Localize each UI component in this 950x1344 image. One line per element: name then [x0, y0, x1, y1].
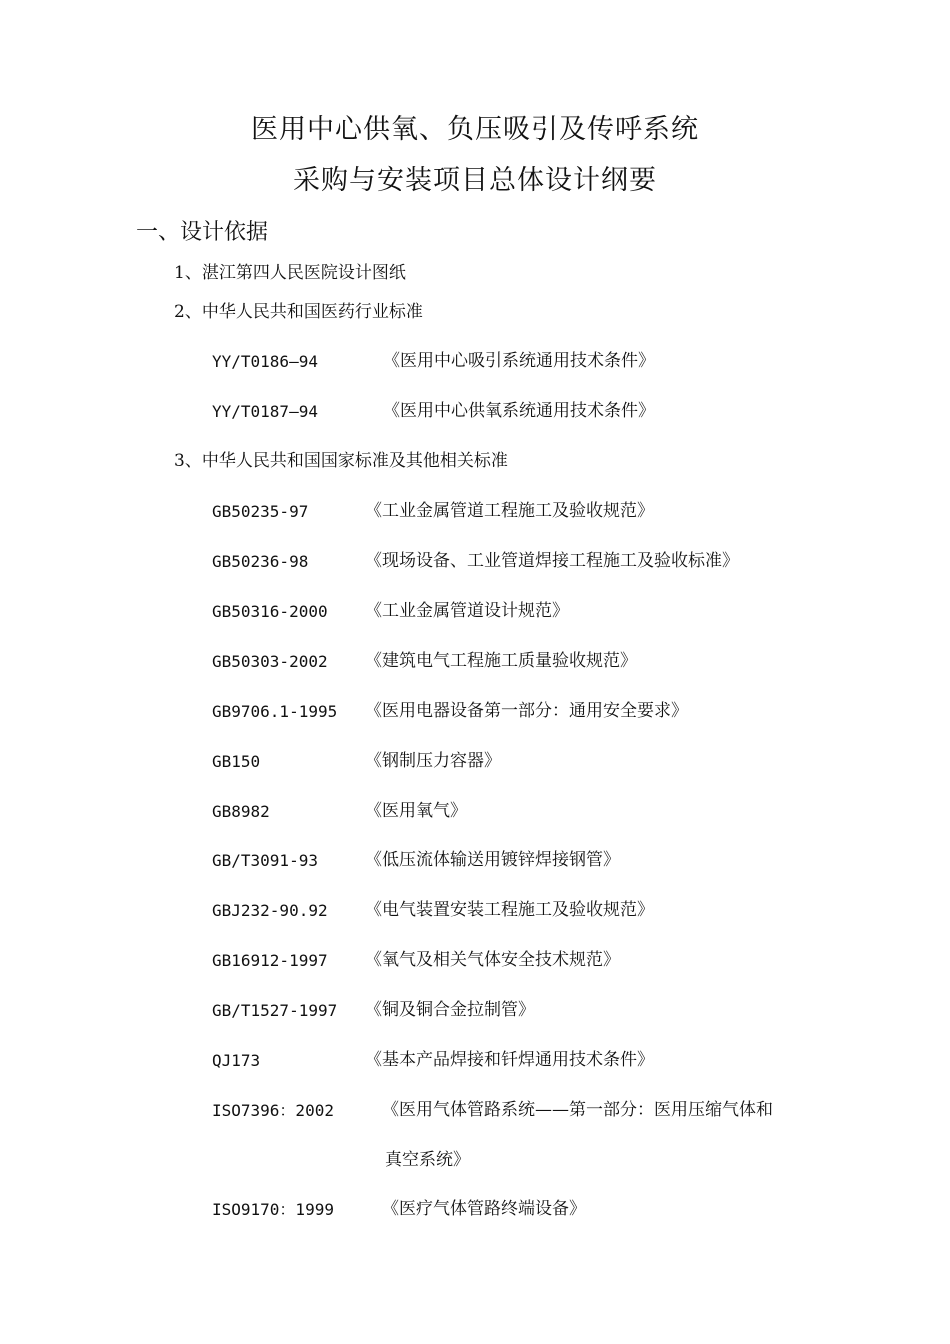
- list-item-2: 2、中华人民共和国医药行业标准: [174, 302, 423, 322]
- standard-code: YY/T0186—94: [212, 352, 318, 371]
- standard-code: GB150: [212, 752, 261, 771]
- document-title-line-1: 医用中心供氧、负压吸引及传呼系统: [251, 114, 699, 145]
- standard-name: 《工业金属管道工程施工及验收规范》: [365, 501, 654, 521]
- standard-name: 《工业金属管道设计规范》: [365, 601, 569, 621]
- standard-code: GB16912-1997: [212, 951, 328, 970]
- list-item-1: 1、湛江第四人民医院设计图纸: [174, 263, 406, 283]
- standard-code: GB50316-2000: [212, 602, 328, 621]
- standard-name: 《建筑电气工程施工质量验收规范》: [365, 651, 637, 671]
- standard-code: GB50235-97: [212, 502, 309, 521]
- standard-code: GB/T3091-93: [212, 851, 318, 870]
- standard-code: YY/T0187—94: [212, 402, 318, 421]
- standard-name: 《医用电器设备第一部分：通用安全要求》: [365, 701, 688, 721]
- list-item-3: 3、中华人民共和国国家标准及其他相关标准: [174, 451, 508, 471]
- standard-name: 《钢制压力容器》: [365, 751, 501, 771]
- standard-name: 《低压流体输送用镀锌焊接钢管》: [365, 850, 620, 870]
- standard-name: 《基本产品焊接和钎焊通用技术条件》: [365, 1050, 654, 1070]
- standard-name: 《现场设备、工业管道焊接工程施工及验收标准》: [365, 551, 739, 571]
- standard-code: ISO7396：2002: [212, 1101, 334, 1120]
- standard-name: 《电气装置安装工程施工及验收规范》: [365, 900, 654, 920]
- standard-name-continuation: 真空系统》: [385, 1150, 470, 1170]
- standard-name: 《医用中心供氧系统通用技术条件》: [383, 401, 655, 421]
- document-title-line-2: 采购与安装项目总体设计纲要: [293, 165, 657, 196]
- standard-name: 《医用中心吸引系统通用技术条件》: [383, 351, 655, 371]
- standard-name: 《氧气及相关气体安全技术规范》: [365, 950, 620, 970]
- standard-code: QJ173: [212, 1051, 261, 1070]
- standard-code: GB9706.1-1995: [212, 702, 338, 721]
- standard-code: ISO9170：1999: [212, 1200, 334, 1219]
- standard-code: GBJ232-90.92: [212, 901, 328, 920]
- standard-code: GB/T1527-1997: [212, 1001, 338, 1020]
- standard-name: 《铜及铜合金拉制管》: [365, 1000, 535, 1020]
- standard-name: 《医用氧气》: [365, 801, 467, 821]
- standard-code: GB50236-98: [212, 552, 309, 571]
- standard-name: 《医疗气体管路终端设备》: [382, 1199, 586, 1219]
- section-heading-design-basis: 一、设计依据: [136, 220, 269, 245]
- standard-code: GB8982: [212, 802, 270, 821]
- standard-name: 《医用气体管路系统——第一部分：医用压缩气体和: [382, 1100, 773, 1120]
- standard-code: GB50303-2002: [212, 652, 328, 671]
